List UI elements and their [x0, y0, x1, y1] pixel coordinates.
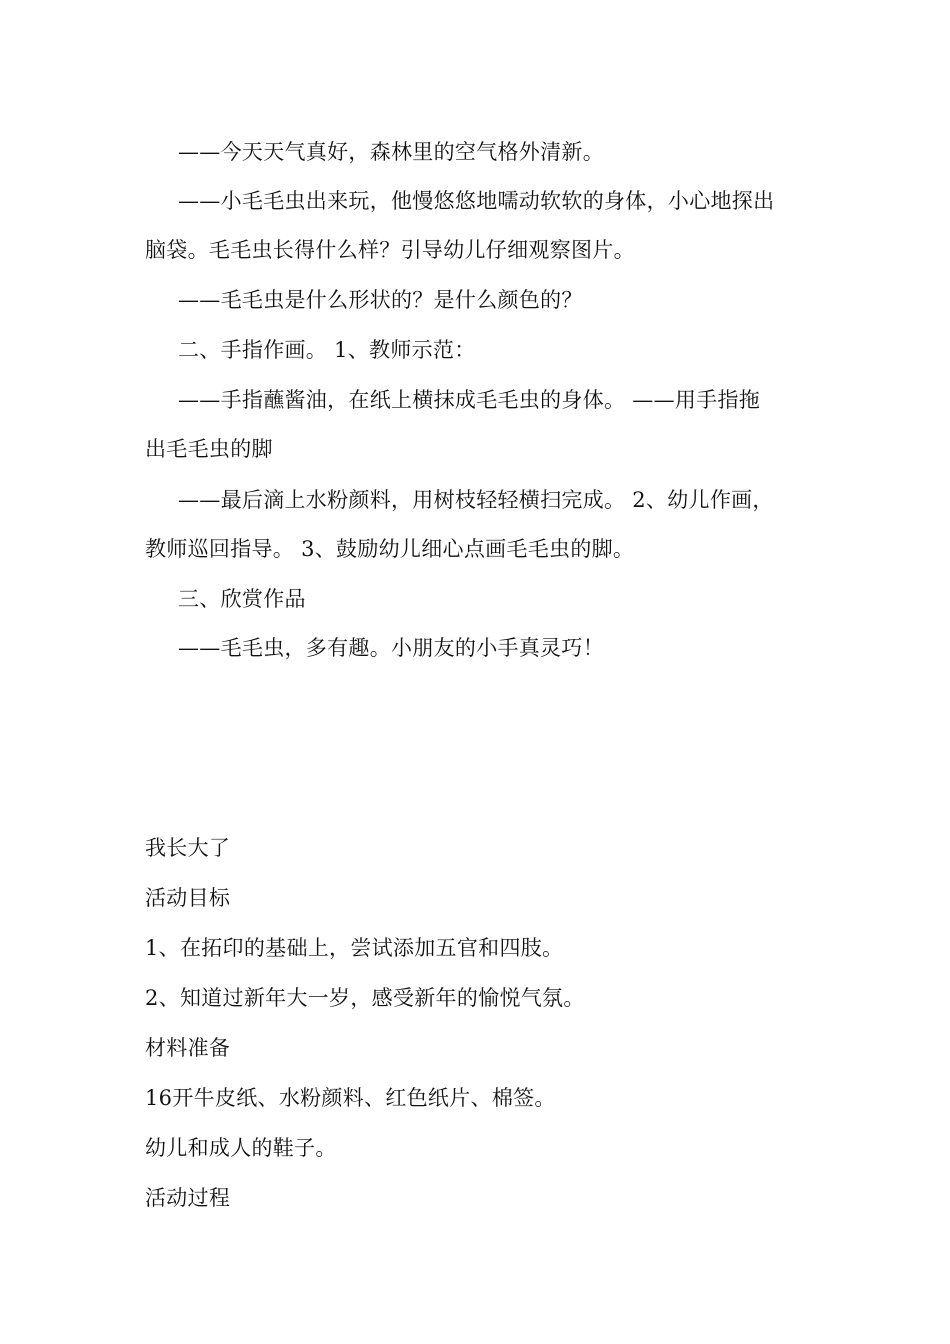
- paragraph-line: ——最后滴上水粉颜料，用树枝轻轻横扫完成。 2、幼儿作画，: [178, 488, 774, 512]
- paragraph-line: ——毛毛虫是什么形状的？是什么颜色的？: [178, 288, 583, 312]
- paragraph-line: ——小毛毛虫出来玩，他慢悠悠地嚅动软软的身体，小心地探出: [178, 189, 775, 213]
- paragraph-line: ——手指蘸酱油，在纸上横抹成毛毛虫的身体。 ——用手指拖: [178, 388, 761, 412]
- list-item: 1、在拓印的基础上，尝试添加五官和四肢。: [145, 936, 564, 960]
- paragraph-line: 教师巡回指导。 3、鼓励幼儿细心点画毛毛虫的脚。: [145, 537, 635, 561]
- document-title: 我长大了: [145, 836, 231, 860]
- section-heading: 三、欣赏作品: [178, 587, 306, 611]
- list-item: 2、知道过新年大一岁，感受新年的愉悦气氛。: [145, 986, 585, 1010]
- paragraph-line: 出毛毛虫的脚: [145, 437, 273, 461]
- paragraph-line: ——今天天气真好，森林里的空气格外清新。: [178, 140, 604, 164]
- section-heading: 二、手指作画。 1、教师示范：: [178, 338, 476, 362]
- section-heading: 材料准备: [145, 1036, 231, 1060]
- paragraph-line: 16开牛皮纸、水粉颜料、红色纸片、棉签。: [145, 1086, 556, 1110]
- section-heading: 活动目标: [145, 886, 231, 910]
- section-heading: 活动过程: [145, 1186, 231, 1210]
- paragraph-line: 幼儿和成人的鞋子。: [145, 1136, 337, 1160]
- paragraph-line: 脑袋。毛毛虫长得什么样？引导幼儿仔细观察图片。: [145, 238, 635, 262]
- paragraph-line: ——毛毛虫，多有趣。小朋友的小手真灵巧！: [178, 636, 604, 660]
